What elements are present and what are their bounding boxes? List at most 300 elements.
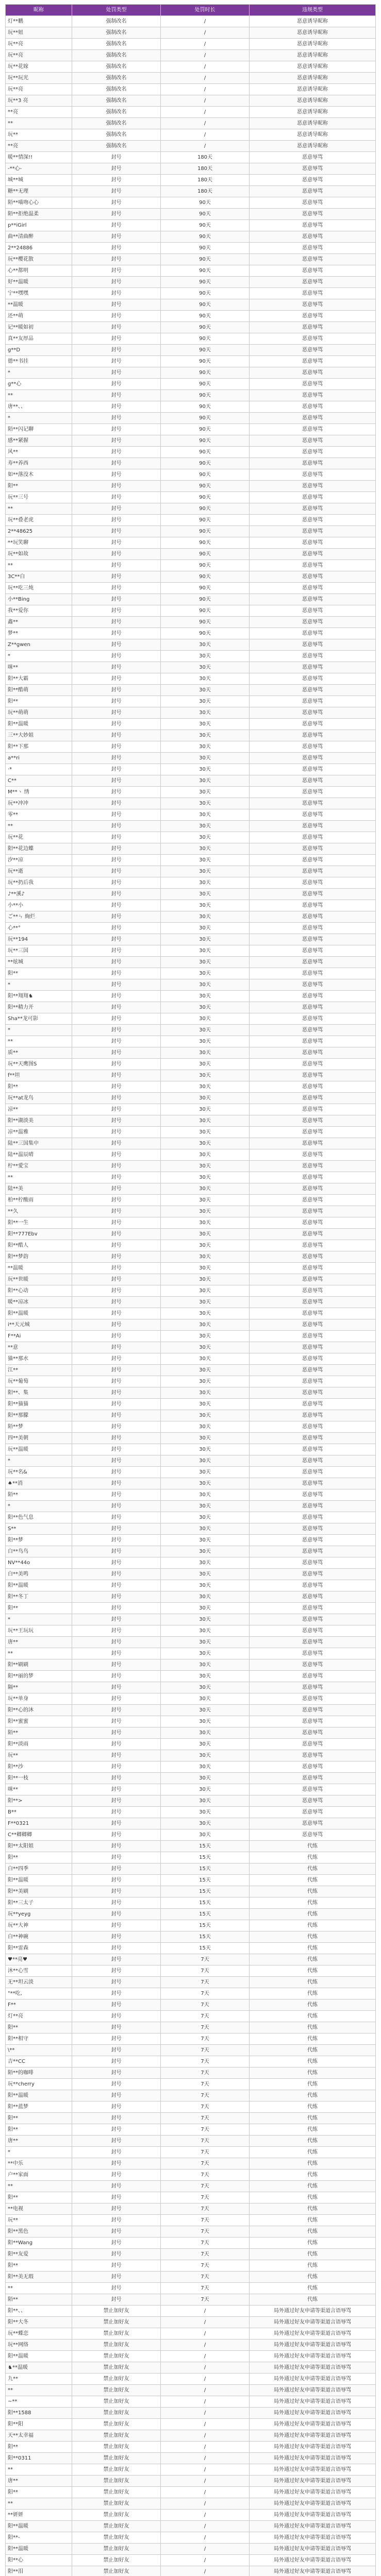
violation-type-cell: 恶意辱骂 xyxy=(250,753,376,764)
violation-type-cell: 恶意辱骂 xyxy=(250,957,376,968)
punishment-type-cell: 封号 xyxy=(72,1523,161,1535)
table-row xyxy=(6,696,376,707)
violation-type-cell: 恶意辱骂 xyxy=(250,1682,376,1693)
table-row xyxy=(6,1444,376,1455)
nickname-cell: 隔** xyxy=(6,1682,72,1693)
table-row xyxy=(6,1557,376,1569)
violation-type-cell: 恶意辱骂 xyxy=(250,1104,376,1115)
duration-cell: 90天 xyxy=(161,481,250,492)
table-row xyxy=(6,673,376,685)
violation-type-cell: 恶意辱骂 xyxy=(250,889,376,900)
nickname-cell: * xyxy=(6,1614,72,1625)
table-row xyxy=(6,1274,376,1285)
table-row xyxy=(6,175,376,186)
violation-type-cell: 恶意诱导昵称 xyxy=(250,61,376,73)
duration-cell: 30天 xyxy=(161,1093,250,1104)
punishment-type-cell: 封号 xyxy=(72,889,161,900)
table-row xyxy=(6,1965,376,1977)
punishment-type-cell: 禁止加好友 xyxy=(72,2532,161,2544)
table-row xyxy=(6,1455,376,1467)
table-row xyxy=(6,1886,376,1897)
nickname-cell: 无**坦云淡 xyxy=(6,1977,72,1988)
violation-type-cell: 恶意辱骂 xyxy=(250,265,376,277)
nickname-cell: 宁**嘿嘿 xyxy=(6,288,72,299)
duration-cell: 15天 xyxy=(161,1875,250,1886)
punishment-type-cell: 封号 xyxy=(72,1002,161,1013)
duration-cell: 180天 xyxy=(161,175,250,186)
duration-cell: / xyxy=(161,2544,250,2555)
nickname-cell: 玩**单身 xyxy=(6,1693,72,1705)
duration-cell: 30天 xyxy=(161,821,250,832)
punishment-type-cell: 封号 xyxy=(72,1025,161,1036)
duration-cell: / xyxy=(161,61,250,73)
violation-type-cell: 局外通过好友申请等渠道言语辱骂 xyxy=(250,2521,376,2532)
violation-type-cell: 恶意辱骂 xyxy=(250,673,376,685)
table-row xyxy=(6,1954,376,1965)
punishment-type-cell: 封号 xyxy=(72,401,161,413)
punishment-type-cell: 封号 xyxy=(72,1852,161,1863)
nickname-cell: 阳**梦韵 xyxy=(6,1251,72,1263)
nickname-cell: **中乐 xyxy=(6,2158,72,2170)
punishment-type-cell: 封号 xyxy=(72,186,161,197)
violation-type-cell: 恶意辱骂 xyxy=(250,945,376,957)
nickname-cell: 玩**亮 xyxy=(6,39,72,50)
duration-cell: 30天 xyxy=(161,1761,250,1773)
nickname-cell: 阳**心 xyxy=(6,2555,72,2566)
duration-cell: 30天 xyxy=(161,1013,250,1025)
nickname-cell: 阳**温暖 xyxy=(6,1875,72,1886)
table-row xyxy=(6,1784,376,1795)
duration-cell: 30天 xyxy=(161,1195,250,1206)
nickname-cell: **电视 xyxy=(6,2204,72,2215)
violation-type-cell: 恶意辱骂 xyxy=(250,1739,376,1750)
punishment-type-cell: 封号 xyxy=(72,2249,161,2260)
punishment-type-cell: 封号 xyxy=(72,843,161,855)
duration-cell: 90天 xyxy=(161,288,250,299)
nickname-cell: ** xyxy=(6,2464,72,2476)
punishment-type-cell: 封号 xyxy=(72,798,161,809)
punishment-type-cell: 封号 xyxy=(72,1727,161,1739)
violation-type-cell: 恶意辱骂 xyxy=(250,1535,376,1546)
violation-type-cell: 恶意辱骂 xyxy=(250,175,376,186)
punishment-type-cell: 强制改名 xyxy=(72,50,161,61)
punishment-type-cell: 封号 xyxy=(72,2090,161,2102)
table-row xyxy=(6,1421,376,1433)
duration-cell: / xyxy=(161,2362,250,2374)
nickname-cell: 阳**泪 xyxy=(6,2566,72,2576)
violation-type-cell: 恶意辱骂 xyxy=(250,1365,376,1376)
duration-cell: 30天 xyxy=(161,1161,250,1172)
punishment-type-cell: 封号 xyxy=(72,1897,161,1909)
nickname-cell: -**心- xyxy=(6,163,72,175)
table-row xyxy=(6,2170,376,2181)
duration-cell: 15天 xyxy=(161,1841,250,1852)
violation-type-cell: 恶意辱骂 xyxy=(250,333,376,345)
table-row xyxy=(6,2532,376,2544)
table-row xyxy=(6,1002,376,1013)
violation-type-cell: 代练 xyxy=(250,1909,376,1920)
table-row xyxy=(6,1739,376,1750)
column-header-nickname: 昵称 xyxy=(6,5,72,16)
violation-type-cell: 局外通过好友申请等渠道言语辱骂 xyxy=(250,2476,376,2487)
violation-type-cell: 恶意辱骂 xyxy=(250,1773,376,1784)
violation-type-cell: 恶意辱骂 xyxy=(250,356,376,367)
violation-type-cell: 恶意诱导昵称 xyxy=(250,129,376,141)
punishment-type-cell: 封号 xyxy=(72,1943,161,1954)
table-row xyxy=(6,2555,376,2566)
duration-cell: 7天 xyxy=(161,2181,250,2192)
violation-type-cell: 代练 xyxy=(250,1886,376,1897)
duration-cell: 30天 xyxy=(161,923,250,934)
table-row xyxy=(6,855,376,866)
table-row xyxy=(6,311,376,322)
table-row xyxy=(6,628,376,639)
table-row xyxy=(6,1195,376,1206)
punishment-type-cell: 封号 xyxy=(72,1387,161,1399)
nickname-cell: 江** xyxy=(6,1365,72,1376)
table-row xyxy=(6,651,376,662)
nickname-cell: 户**家面 xyxy=(6,2170,72,2181)
nickname-cell: 阳**那朦 xyxy=(6,1410,72,1421)
table-row xyxy=(6,1999,376,2011)
nickname-cell: 阳**大霸 xyxy=(6,673,72,685)
table-row xyxy=(6,16,376,27)
violation-type-cell: 恶意辱骂 xyxy=(250,787,376,798)
violation-type-cell: 恶意辱骂 xyxy=(250,1093,376,1104)
table-row xyxy=(6,1081,376,1093)
violation-type-cell: 恶意辱骂 xyxy=(250,741,376,753)
punishment-type-cell: 封号 xyxy=(72,1070,161,1081)
violation-type-cell: 恶意辱骂 xyxy=(250,1183,376,1195)
nickname-cell: 白**鸟鸟 xyxy=(6,1546,72,1557)
violation-type-cell: 恶意辱骂 xyxy=(250,1637,376,1648)
nickname-cell: 陌**的咖啡 xyxy=(6,2067,72,2079)
punishment-type-cell: 封号 xyxy=(72,1036,161,1047)
duration-cell: 30天 xyxy=(161,1410,250,1421)
violation-type-cell: 局外通过好友申请等渠道言语辱骂 xyxy=(250,2351,376,2362)
punishment-type-cell: 封号 xyxy=(72,900,161,911)
nickname-cell: p**iGirl xyxy=(6,220,72,231)
nickname-cell: 阳** xyxy=(6,2022,72,2033)
table-row xyxy=(6,2294,376,2306)
duration-cell: 7天 xyxy=(161,2136,250,2147)
punishment-type-cell: 封号 xyxy=(72,741,161,753)
duration-cell: 7天 xyxy=(161,2204,250,2215)
table-row xyxy=(6,1013,376,1025)
table-row xyxy=(6,1501,376,1512)
nickname-cell: 暖**情深!! xyxy=(6,152,72,163)
duration-cell: 180天 xyxy=(161,152,250,163)
violation-type-cell: 局外通过好友申请等渠道言语辱骂 xyxy=(250,2408,376,2419)
punishment-type-cell: 封号 xyxy=(72,707,161,719)
table-row xyxy=(6,1909,376,1920)
nickname-cell: ** xyxy=(6,821,72,832)
duration-cell: 7天 xyxy=(161,2056,250,2067)
nickname-cell: ** xyxy=(6,2498,72,2510)
duration-cell: / xyxy=(161,2385,250,2396)
nickname-cell: 好**温暖 xyxy=(6,277,72,288)
table-row xyxy=(6,719,376,730)
table-row xyxy=(6,1943,376,1954)
duration-cell: 30天 xyxy=(161,1172,250,1183)
table-row xyxy=(6,2385,376,2396)
nickname-cell: 九** xyxy=(6,2374,72,2385)
punishment-type-cell: 封号 xyxy=(72,2294,161,2306)
punishment-type-cell: 封号 xyxy=(72,1841,161,1852)
table-row xyxy=(6,1603,376,1614)
violation-type-cell: 局外通过好友申请等渠道言语辱骂 xyxy=(250,2419,376,2430)
duration-cell: 30天 xyxy=(161,1149,250,1161)
violation-type-cell: 代练 xyxy=(250,1852,376,1863)
duration-cell: 15天 xyxy=(161,1920,250,1931)
violation-type-cell: 恶意辱骂 xyxy=(250,469,376,481)
table-row xyxy=(6,1852,376,1863)
nickname-cell: 陌** xyxy=(6,1727,72,1739)
punishment-type-cell: 封号 xyxy=(72,265,161,277)
punishment-type-cell: 封号 xyxy=(72,1376,161,1387)
punishment-type-cell: 封号 xyxy=(72,1501,161,1512)
violation-type-cell: 恶意辱骂 xyxy=(250,571,376,583)
duration-cell: 30天 xyxy=(161,945,250,957)
violation-type-cell: 恶意辱骂 xyxy=(250,651,376,662)
nickname-cell: 阳**梦 xyxy=(6,1535,72,1546)
violation-type-cell: 恶意辱骂 xyxy=(250,1478,376,1489)
violation-type-cell: 代练 xyxy=(250,2067,376,2079)
table-row xyxy=(6,1036,376,1047)
table-row xyxy=(6,1648,376,1659)
table-row xyxy=(6,243,376,254)
violation-type-cell: 恶意辱骂 xyxy=(250,1263,376,1274)
punishment-type-cell: 封号 xyxy=(72,458,161,469)
duration-cell: 30天 xyxy=(161,1399,250,1410)
nickname-cell: Sha**龙可影 xyxy=(6,1013,72,1025)
violation-type-cell: 恶意辱骂 xyxy=(250,900,376,911)
table-row xyxy=(6,2226,376,2238)
duration-cell: 30天 xyxy=(161,1478,250,1489)
violation-type-cell: 局外通过好友申请等渠道言语辱骂 xyxy=(250,2487,376,2498)
nickname-cell: 玩**网络 xyxy=(6,2340,72,2351)
violation-type-cell: 恶意辱骂 xyxy=(250,1591,376,1603)
duration-cell: 90天 xyxy=(161,254,250,265)
nickname-cell: 唐** xyxy=(6,2136,72,2147)
duration-cell: 90天 xyxy=(161,367,250,379)
table-row xyxy=(6,1104,376,1115)
nickname-cell: 玩** xyxy=(6,129,72,141)
punishment-type-cell: 封号 xyxy=(72,220,161,231)
duration-cell: 30天 xyxy=(161,1433,250,1444)
violation-type-cell: 恶意辱骂 xyxy=(250,549,376,560)
table-row xyxy=(6,2464,376,2476)
table-row xyxy=(6,1115,376,1127)
table-row xyxy=(6,1693,376,1705)
violation-type-cell: 恶意辱骂 xyxy=(250,583,376,594)
punishment-type-cell: 封号 xyxy=(72,934,161,945)
duration-cell: 30天 xyxy=(161,753,250,764)
nickname-cell: 陌** xyxy=(6,1489,72,1501)
punishment-type-cell: 封号 xyxy=(72,991,161,1002)
duration-cell: 30天 xyxy=(161,1467,250,1478)
duration-cell: 90天 xyxy=(161,492,250,503)
duration-cell: 30天 xyxy=(161,1059,250,1070)
nickname-cell: B** xyxy=(6,1807,72,1818)
violation-type-cell: 恶意辱骂 xyxy=(250,503,376,515)
table-row xyxy=(6,889,376,900)
nickname-cell: 玩**吃三炖 xyxy=(6,583,72,594)
violation-type-cell: 恶意辱骂 xyxy=(250,1659,376,1671)
punishment-type-cell: 封号 xyxy=(72,2045,161,2056)
punishment-type-cell: 封号 xyxy=(72,1274,161,1285)
table-row xyxy=(6,1376,376,1387)
table-row xyxy=(6,39,376,50)
violation-type-cell: 代练 xyxy=(250,1931,376,1943)
duration-cell: 30天 xyxy=(161,1036,250,1047)
violation-type-cell: 恶意诱导昵称 xyxy=(250,107,376,118)
punishment-type-cell: 封号 xyxy=(72,1750,161,1761)
table-row xyxy=(6,84,376,95)
duration-cell: / xyxy=(161,2351,250,2362)
nickname-cell: * xyxy=(6,413,72,424)
duration-cell: 90天 xyxy=(161,390,250,401)
duration-cell: 30天 xyxy=(161,1387,250,1399)
nickname-cell: **久 xyxy=(6,1206,72,1217)
table-row xyxy=(6,1512,376,1523)
table-row xyxy=(6,2419,376,2430)
punishment-type-cell: 封号 xyxy=(72,583,161,594)
violation-type-cell: 代练 xyxy=(250,2260,376,2272)
table-row xyxy=(6,1625,376,1637)
punishment-type-cell: 封号 xyxy=(72,1433,161,1444)
punishment-type-cell: 禁止加好友 xyxy=(72,2453,161,2464)
duration-cell: / xyxy=(161,2408,250,2419)
violation-type-cell: 恶意辱骂 xyxy=(250,1070,376,1081)
nickname-cell: 阳** xyxy=(6,696,72,707)
nickname-cell: 玩**妞 xyxy=(6,27,72,39)
table-row xyxy=(6,617,376,628)
punishment-type-cell: 封号 xyxy=(72,345,161,356)
violation-type-cell: 代练 xyxy=(250,1897,376,1909)
duration-cell: / xyxy=(161,2340,250,2351)
table-row xyxy=(6,549,376,560)
table-row xyxy=(6,1535,376,1546)
nickname-cell: ♥**亮♥ xyxy=(6,1954,72,1965)
table-row xyxy=(6,866,376,877)
table-row xyxy=(6,2033,376,2045)
duration-cell: 30天 xyxy=(161,1421,250,1433)
nickname-cell: ** xyxy=(6,2181,72,2192)
violation-type-cell: 恶意辱骂 xyxy=(250,923,376,934)
punishment-type-cell: 封号 xyxy=(72,1489,161,1501)
table-row xyxy=(6,413,376,424)
duration-cell: / xyxy=(161,27,250,39)
nickname-cell: 玩**冲冲 xyxy=(6,798,72,809)
nickname-cell: * xyxy=(6,979,72,991)
duration-cell: 30天 xyxy=(161,1002,250,1013)
violation-type-cell: 恶意辱骂 xyxy=(250,1455,376,1467)
table-header xyxy=(6,5,376,16)
punishment-type-cell: 封号 xyxy=(72,1285,161,1297)
violation-type-cell: 恶意辱骂 xyxy=(250,1410,376,1421)
nickname-cell: g**心 xyxy=(6,379,72,390)
nickname-cell: 阳** xyxy=(6,968,72,979)
punishment-type-cell: 封号 xyxy=(72,1353,161,1365)
punishment-type-cell: 封号 xyxy=(72,2011,161,2022)
violation-type-cell: 恶意辱骂 xyxy=(250,809,376,821)
duration-cell: 7天 xyxy=(161,2215,250,2226)
nickname-cell: 玩**at龙鸟 xyxy=(6,1093,72,1104)
table-row xyxy=(6,2453,376,2464)
table-row xyxy=(6,1093,376,1104)
violation-type-cell: 恶意辱骂 xyxy=(250,594,376,605)
nickname-cell: 白**四季 xyxy=(6,1863,72,1875)
nickname-cell: 阳**丽的梦 xyxy=(6,1671,72,1682)
violation-type-cell: 恶意辱骂 xyxy=(250,1127,376,1138)
violation-type-cell: 代练 xyxy=(250,2113,376,2124)
nickname-cell: 阳**心动 xyxy=(6,1285,72,1297)
violation-type-cell: 代练 xyxy=(250,1943,376,1954)
duration-cell: 90天 xyxy=(161,447,250,458)
punishment-type-cell: 封号 xyxy=(72,730,161,741)
violation-type-cell: 恶意诱导昵称 xyxy=(250,118,376,129)
punishment-type-cell: 封号 xyxy=(72,2204,161,2215)
nickname-cell: 天**太幸福 xyxy=(6,2430,72,2442)
duration-cell: / xyxy=(161,84,250,95)
violation-type-cell: 恶意辱骂 xyxy=(250,390,376,401)
duration-cell: 30天 xyxy=(161,1104,250,1115)
duration-cell: 30天 xyxy=(161,1705,250,1716)
punishment-type-cell: 封号 xyxy=(72,923,161,934)
duration-cell: 7天 xyxy=(161,2011,250,2022)
duration-cell: 180天 xyxy=(161,163,250,175)
duration-cell: 30天 xyxy=(161,911,250,923)
table-row xyxy=(6,594,376,605)
punishment-type-cell: 封号 xyxy=(72,1693,161,1705)
table-row xyxy=(6,1920,376,1931)
table-row xyxy=(6,979,376,991)
punishment-type-cell: 封号 xyxy=(72,1115,161,1127)
duration-cell: 30天 xyxy=(161,855,250,866)
nickname-cell: 玩**天鹰图S xyxy=(6,1059,72,1070)
punishment-type-cell: 封号 xyxy=(72,968,161,979)
violation-type-cell: 恶意辱骂 xyxy=(250,1546,376,1557)
duration-cell: 7天 xyxy=(161,1954,250,1965)
table-row xyxy=(6,1059,376,1070)
table-row xyxy=(6,945,376,957)
punishment-type-cell: 封号 xyxy=(72,1546,161,1557)
nickname-cell: 阳**刷刷 xyxy=(6,1659,72,1671)
punishment-type-cell: 封号 xyxy=(72,537,161,549)
table-row xyxy=(6,685,376,696)
table-row xyxy=(6,265,376,277)
nickname-cell: 阳**、集 xyxy=(6,1387,72,1399)
violation-type-cell: 恶意辱骂 xyxy=(250,1138,376,1149)
punishment-type-cell: 封号 xyxy=(72,673,161,685)
table-row xyxy=(6,1025,376,1036)
table-row xyxy=(6,1988,376,1999)
nickname-cell: 咪** xyxy=(6,1784,72,1795)
table-row xyxy=(6,220,376,231)
nickname-cell: **亮 xyxy=(6,107,72,118)
table-row xyxy=(6,435,376,447)
nickname-cell: 玩**樱花散 xyxy=(6,254,72,265)
punishment-type-cell: 强制改名 xyxy=(72,95,161,107)
punishment-type-cell: 封号 xyxy=(72,560,161,571)
violation-type-cell: 代练 xyxy=(250,1965,376,1977)
nickname-cell: 阳** xyxy=(6,2260,72,2272)
violation-type-cell: 恶意辱骂 xyxy=(250,1501,376,1512)
punishment-type-cell: 封号 xyxy=(72,1138,161,1149)
punishment-type-cell: 禁止加好友 xyxy=(72,2566,161,2576)
punishment-type-cell: 禁止加好友 xyxy=(72,2351,161,2362)
